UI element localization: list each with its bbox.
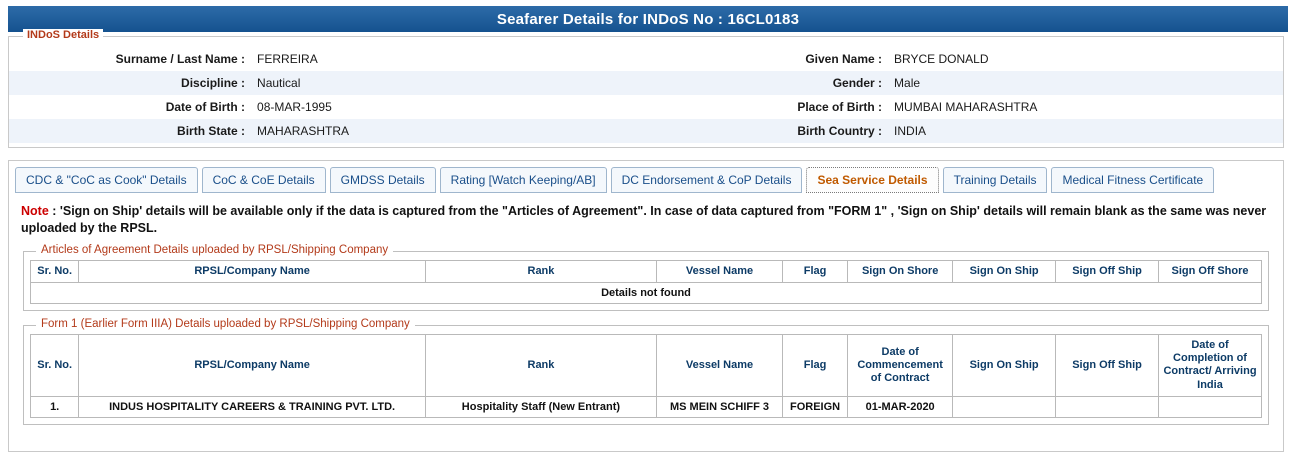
column-header-vessel: Vessel Name xyxy=(656,260,782,282)
articles-of-agreement-legend: Articles of Agreement Details uploaded by RPSL/Shipping Company xyxy=(36,244,393,256)
cell-sign-off-ship xyxy=(1056,396,1159,417)
table-row xyxy=(9,47,1283,71)
field-label: Given Name : xyxy=(805,52,883,66)
cell-sign-on-ship xyxy=(953,396,1056,417)
column-header-flag: Flag xyxy=(783,334,848,396)
field-value: 08-MAR-1995 xyxy=(257,100,332,114)
empty-message: Details not found xyxy=(31,282,1262,303)
tab-rating-watch-keeping-ab[interactable]: Rating [Watch Keeping/AB] xyxy=(440,167,607,193)
column-header-company: RPSL/Company Name xyxy=(79,260,426,282)
cell-date-of-completion xyxy=(1159,396,1262,417)
table-row xyxy=(9,71,1283,95)
table-row xyxy=(9,95,1283,119)
column-header-sign-off-shore: Sign Off Shore xyxy=(1159,260,1262,282)
field-label: Date of Birth : xyxy=(165,100,246,114)
field-label: Birth Country : xyxy=(646,119,888,143)
field-value: BRYCE DONALD xyxy=(894,52,989,66)
table-row-empty xyxy=(31,282,1262,303)
field-label: Discipline : xyxy=(9,71,251,95)
form1-section xyxy=(23,317,1269,425)
column-header-company: RPSL/Company Name xyxy=(79,334,426,396)
tab-training[interactable]: Training Details xyxy=(943,167,1048,193)
note-body: : 'Sign on Ship' details will be available only if the data is captured from the "Articles of Agreement". In case of data captured from "FORM 1" , 'Sign on Ship' details will remain blank as the same was never uploaded by the RPSL. xyxy=(21,204,1267,235)
tab-cdc-coc-as-cook[interactable]: CDC & "CoC as Cook" Details xyxy=(15,167,198,193)
field-value: MUMBAI MAHARASHTRA xyxy=(894,100,1038,114)
cell-vessel: MS MEIN SCHIFF 3 xyxy=(656,396,782,417)
column-header-date-of-completion: Date of Completion of Contract/ Arriving India xyxy=(1159,334,1262,396)
note-label: Note xyxy=(21,204,49,218)
tab-medical-fitness-certificate[interactable]: Medical Fitness Certificate xyxy=(1051,167,1214,193)
indos-details-legend: INDoS Details xyxy=(23,29,103,41)
details-panel xyxy=(8,160,1284,452)
field-label: Place of Birth : xyxy=(797,100,883,114)
column-header-sign-on-shore: Sign On Shore xyxy=(848,260,953,282)
column-header-sign-off-ship: Sign Off Ship xyxy=(1056,260,1159,282)
page-title: Seafarer Details for INDoS No : 16CL0183 xyxy=(8,6,1288,32)
field-value: INDIA xyxy=(888,119,1283,143)
form1-legend: Form 1 (Earlier Form IIIA) Details uploaded by RPSL/Shipping Company xyxy=(36,318,415,330)
form1-table xyxy=(30,334,1262,418)
column-header-rank: Rank xyxy=(425,260,656,282)
column-header-flag: Flag xyxy=(783,260,848,282)
field-label: Surname / Last Name : xyxy=(115,52,246,66)
tab-coc-coe[interactable]: CoC & CoE Details xyxy=(202,167,326,193)
tab-sea-service[interactable]: Sea Service Details xyxy=(806,167,938,193)
field-value: Male xyxy=(888,71,1283,95)
indos-details-section xyxy=(8,29,1284,148)
field-label: Birth State : xyxy=(9,119,251,143)
cell-company: INDUS HOSPITALITY CAREERS & TRAINING PVT. LTD. xyxy=(79,396,426,417)
cell-rank: Hospitality Staff (New Entrant) xyxy=(425,396,656,417)
field-value: Nautical xyxy=(251,71,646,95)
articles-of-agreement-table xyxy=(30,260,1262,304)
tab-gmdss[interactable]: GMDSS Details xyxy=(330,167,436,193)
table-row xyxy=(9,119,1283,143)
articles-of-agreement-section xyxy=(23,243,1269,311)
cell-date-of-commencement: 01-MAR-2020 xyxy=(848,396,953,417)
column-header-sr-no: Sr. No. xyxy=(31,334,79,396)
column-header-sign-off-ship: Sign Off Ship xyxy=(1056,334,1159,396)
cell-flag: FOREIGN xyxy=(783,396,848,417)
column-header-rank: Rank xyxy=(425,334,656,396)
field-value: MAHARASHTRA xyxy=(251,119,646,143)
column-header-sign-on-ship: Sign On Ship xyxy=(953,260,1056,282)
table-row xyxy=(31,396,1262,417)
column-header-sign-on-ship: Sign On Ship xyxy=(953,334,1056,396)
note-text xyxy=(21,203,1271,237)
table-header-row xyxy=(31,260,1262,282)
tab-dc-endorsement-cop[interactable]: DC Endorsement & CoP Details xyxy=(611,167,803,193)
indos-details-table xyxy=(9,47,1283,143)
table-header-row xyxy=(31,334,1262,396)
tab-bar xyxy=(9,161,1283,193)
field-value: FERREIRA xyxy=(257,52,318,66)
column-header-sr-no: Sr. No. xyxy=(31,260,79,282)
field-label: Gender : xyxy=(646,71,888,95)
cell-sr-no: 1. xyxy=(31,396,79,417)
column-header-date-of-commencement: Date of Commencement of Contract xyxy=(848,334,953,396)
column-header-vessel: Vessel Name xyxy=(656,334,782,396)
